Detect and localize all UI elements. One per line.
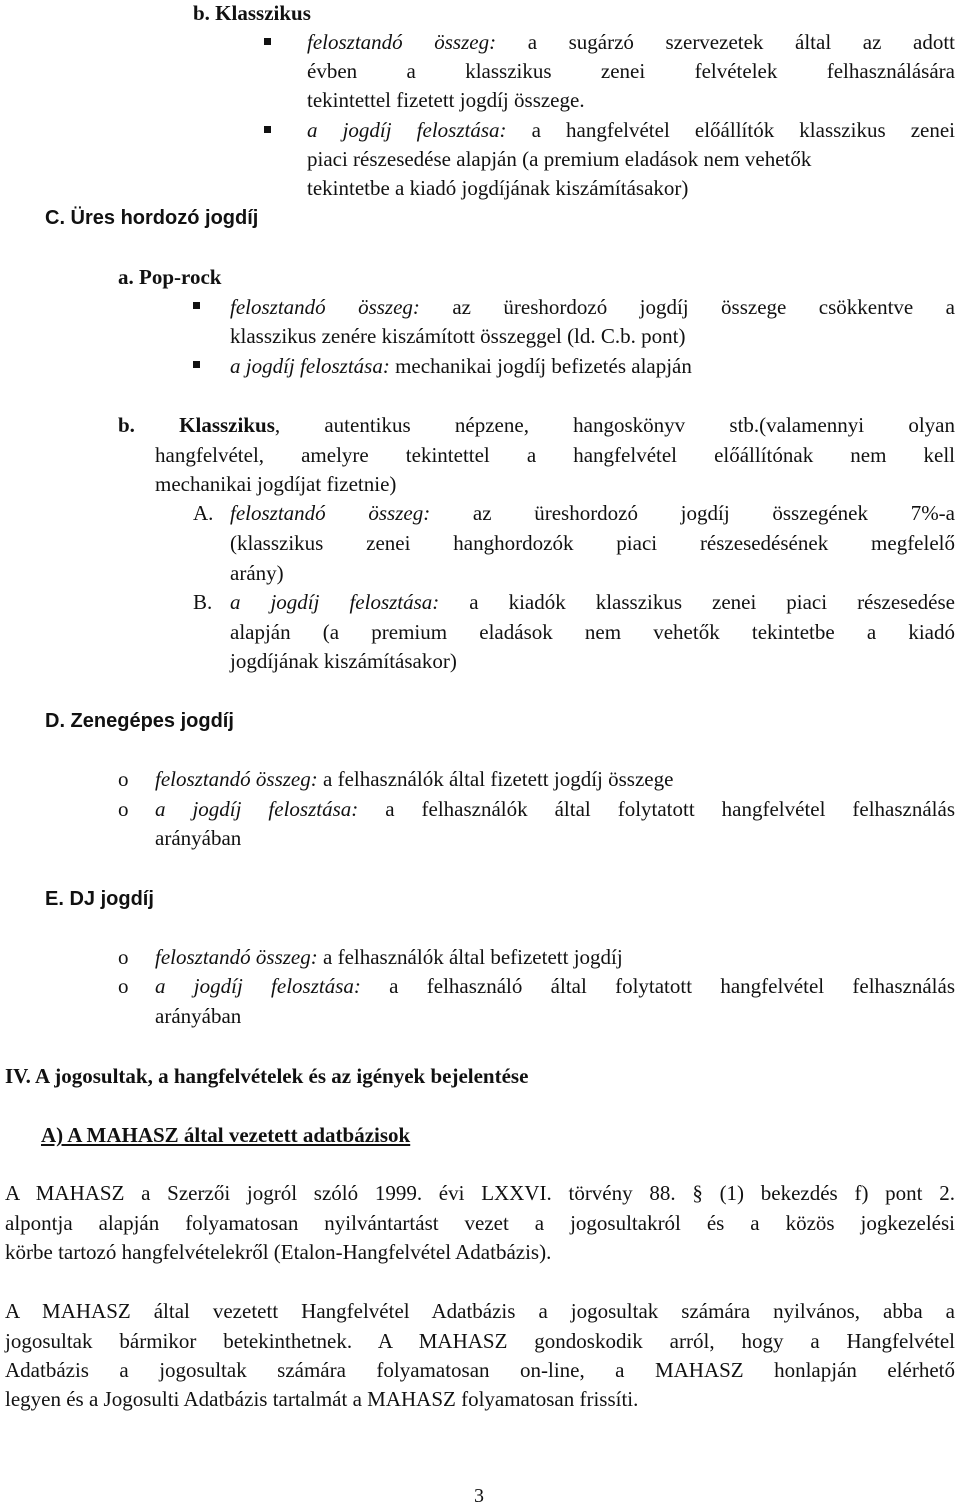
section-d-heading: D. Zenegépes jogdíj [45,710,234,732]
d-item2-line1: a jogdíj felosztása: a felhasználók által folytatott hangfelvétel felhasználás [155,797,955,821]
circle-bullet-icon: o [118,945,129,969]
b1-bullet2-line1: a jogdíj felosztása: a hangfelvétel előállítók klasszikus zenei [307,118,955,142]
circle-bullet-icon: o [118,767,129,791]
iv-para1-line1: A MAHASZ a Szerzői jogról szóló 1999. évi LXXVI. törvény 88. § (1) bekezdés f) pont 2. [5,1181,955,1205]
iv-para2-line4: legyen és a Jogosulti Adatbázis tartalmát a MAHASZ folyamatosan frissíti. [5,1387,639,1411]
square-bullet-icon [193,361,200,368]
section-iv-a-subheading: A) A MAHASZ által vezetett adatbázisok [41,1123,411,1147]
page-number: 3 [474,1485,484,1507]
c-b-line2: hangfelvétel, amelyre tekintettel a hangfelvétel előállítónak nem kell [155,443,955,467]
circle-bullet-icon: o [118,797,129,821]
c-b-B-line3: jogdíjának kiszámításakor) [230,649,457,673]
d-item2-line2: arányában [155,826,242,850]
b1-bullet1-line1: felosztandó összeg: a sugárzó szervezetek által az adott [307,30,955,54]
c-b-A-line1: felosztandó összeg: az üreshordozó jogdíj összegének 7%-a [230,501,955,525]
c-b-A-letter: A. [193,501,214,525]
iv-para1-line3: körbe tartozó hangfelvételekről (Etalon-Hangfelvétel Adatbázis). [5,1240,552,1264]
c-b-A-line3: arány) [230,561,284,585]
c-a-bullet1-line2: klasszikus zenére kiszámított összeggel (ld. C.b. pont) [230,324,686,348]
c-b-B-letter: B. [193,590,213,614]
c-a-bullet2: a jogdíj felosztása: mechanikai jogdíj befizetés alapján [230,354,692,378]
iv-para2-line1: A MAHASZ által vezetett Hangfelvétel Adatbázis a jogosultak számára nyilvános, abba a [5,1299,955,1323]
section-e-heading: E. DJ jogdíj [45,888,154,910]
b1-bullet1-line2: évben a klasszikus zenei felvételek felhasználására [307,59,955,83]
section-iv-heading: IV. A jogosultak, a hangfelvételek és az igények bejelentése [5,1064,529,1088]
b1-bullet2-line2: piaci részesedése alapján (a premium eladások nem vehetők [307,147,812,171]
circle-bullet-icon: o [118,974,129,998]
c-a-bullet1-line1: felosztandó összeg: az üreshordozó jogdíj összege csökkentve a [230,295,955,319]
square-bullet-icon [264,126,271,133]
iv-para1-line2: alpontja alapján folyamatosan nyilvántartást vezet a jogosultakról és a közös jogkezelési [5,1211,955,1235]
c-b-A-line2: (klasszikus zenei hanghordozók piaci részesedésének megfelelő [230,531,955,555]
square-bullet-icon [193,302,200,309]
e-item2-line1: a jogdíj felosztása: a felhasználó által folytatott hangfelvétel felhasználás [155,974,955,998]
e-item1: felosztandó összeg: a felhasználók által befizetett jogdíj [155,945,623,969]
c-b-B-line2: alapján (a premium eladások nem vehetők tekintetbe a kiadó [230,620,955,644]
b1-bullet1-line3: tekintettel fizetett jogdíj összege. [307,88,585,112]
e-item2-line2: arányában [155,1004,242,1028]
iv-para2-line2: jogosultak bármikor betekinthetnek. A MAHASZ gondoskodik arról, hogy a Hangfelvétel [5,1329,955,1353]
square-bullet-icon [264,38,271,45]
c-b-B-line1: a jogdíj felosztása: a kiadók klasszikus zenei piaci részesedése [230,590,956,614]
section-c-a-label: a. Pop-rock [118,265,222,289]
c-b-line1: b. Klasszikus, autentikus népzene, hangoskönyv stb.(valamennyi olyan [118,413,955,437]
d-item1: felosztandó összeg: a felhasználók által fizetett jogdíj összege [155,767,674,791]
section-b-klasszikus-label: b. Klasszikus [193,1,311,25]
b1-bullet2-line3: tekintetbe a kiadó jogdíjának kiszámításakor) [307,176,689,200]
section-c-heading: C. Üres hordozó jogdíj [45,207,259,229]
c-b-line3: mechanikai jogdíjat fizetnie) [155,472,397,496]
iv-para2-line3: Adatbázis a jogosultak számára folyamatosan on-line, a MAHASZ honlapján elérhető [5,1358,955,1382]
